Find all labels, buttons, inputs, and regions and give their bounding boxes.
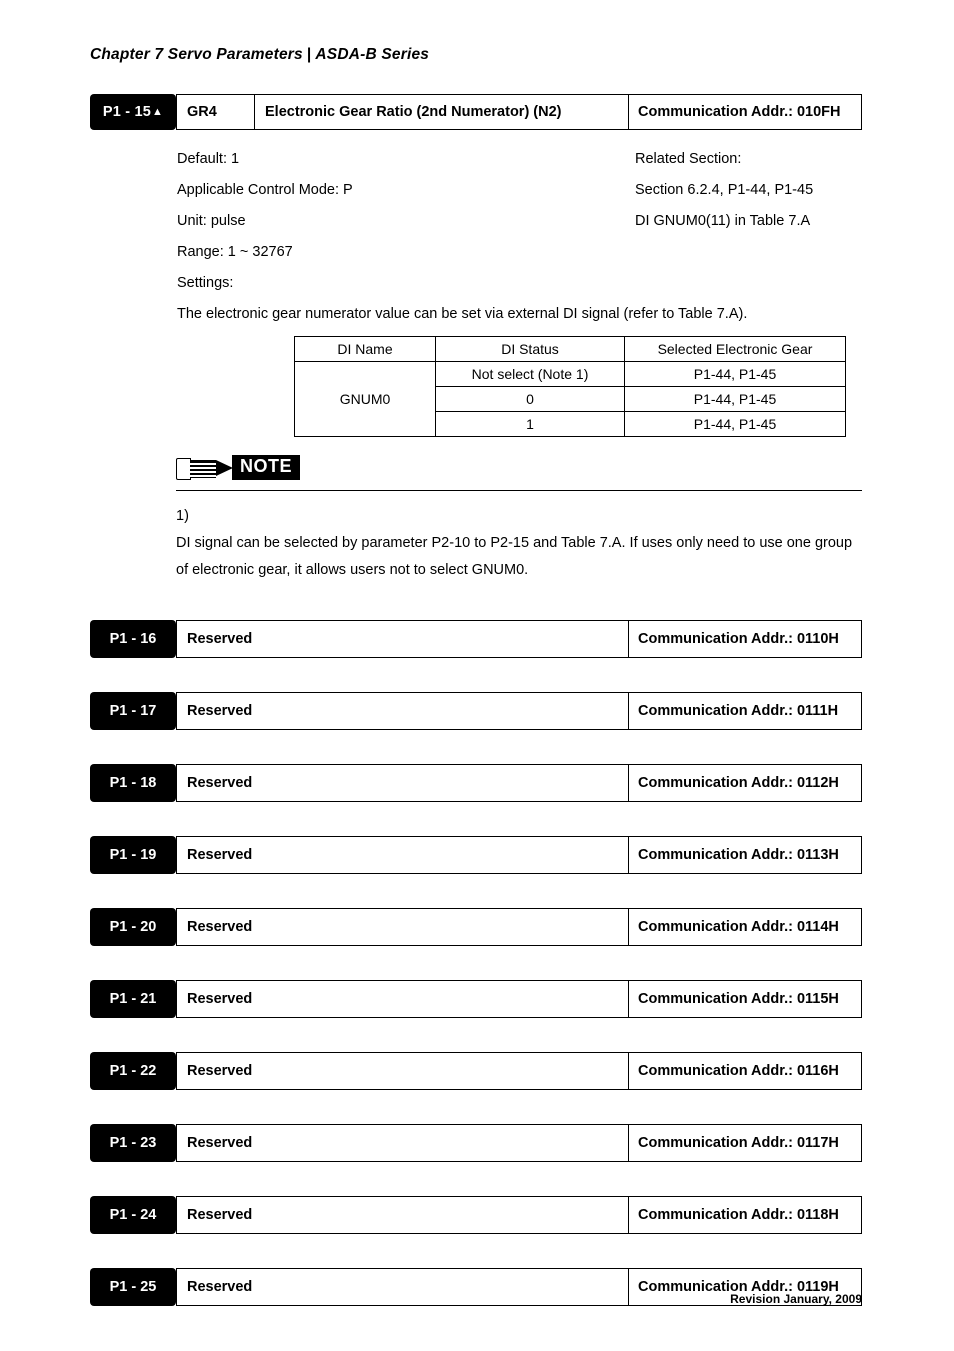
page-header — [90, 46, 429, 64]
reserved-tag: P1 - 21 — [90, 980, 176, 1018]
settings-label: Settings: — [177, 275, 234, 291]
reserved-parameters-list — [90, 620, 862, 1306]
reserved-tag: P1 - 16 — [90, 620, 176, 658]
reserved-name: Reserved — [177, 765, 629, 801]
reserved-row — [90, 1052, 862, 1090]
di-table-header-status: DI Status — [436, 337, 625, 362]
reserved-comm-addr: Communication Addr.: 0113H — [638, 847, 839, 863]
reserved-tag: P1 - 22 — [90, 1052, 176, 1090]
pencil-icon — [176, 456, 234, 480]
di-table-gear: P1-44, P1-45 — [625, 362, 846, 387]
page-content — [90, 94, 862, 1340]
reserved-row — [90, 620, 862, 658]
reserved-comm-addr: Communication Addr.: 0110H — [638, 631, 839, 647]
di-table-di-name: GNUM0 — [295, 362, 436, 437]
reserved-row — [90, 764, 862, 802]
reserved-box — [176, 980, 862, 1018]
note-item-number: 1) — [176, 508, 189, 524]
note-label: NOTE — [232, 455, 300, 480]
reserved-row — [90, 1196, 862, 1234]
parameter-header-row — [90, 94, 862, 130]
reserved-box — [176, 764, 862, 802]
reserved-box — [176, 836, 862, 874]
di-table-status: 0 — [436, 387, 625, 412]
reserved-box — [176, 908, 862, 946]
detail-related-section-value: Section 6.2.4, P1-44, P1-45 — [635, 182, 814, 198]
detail-related-section-label: Related Section: — [635, 151, 742, 167]
header-chapter: Chapter 7 Servo Parameters — [90, 46, 303, 63]
reserved-comm-addr: Communication Addr.: 0115H — [638, 991, 839, 1007]
reserved-name: Reserved — [177, 693, 629, 729]
detail-default: Default: 1 — [177, 151, 240, 167]
detail-empty — [635, 237, 862, 268]
detail-line — [176, 175, 862, 206]
reserved-name: Reserved — [177, 1125, 629, 1161]
parameter-title-box — [176, 94, 862, 130]
reserved-box — [176, 1052, 862, 1090]
reserved-comm-addr: Communication Addr.: 0111H — [638, 703, 839, 719]
di-table-status: 1 — [436, 412, 625, 437]
detail-line — [176, 237, 862, 268]
reserved-comm-addr: Communication Addr.: 0112H — [638, 775, 839, 791]
reserved-name: Reserved — [177, 1269, 629, 1305]
di-table-header-name: DI Name — [295, 337, 436, 362]
triangle-icon: ▲ — [152, 105, 164, 118]
reserved-tag: P1 - 24 — [90, 1196, 176, 1234]
table-header-row — [295, 337, 846, 362]
detail-unit: Unit: pulse — [177, 213, 246, 229]
reserved-box — [176, 1124, 862, 1162]
note-body — [176, 503, 862, 584]
reserved-comm-addr: Communication Addr.: 0118H — [638, 1207, 839, 1223]
reserved-name: Reserved — [177, 1197, 629, 1233]
reserved-comm-addr: Communication Addr.: 0117H — [638, 1135, 839, 1151]
reserved-tag: P1 - 20 — [90, 908, 176, 946]
reserved-row — [90, 908, 862, 946]
reserved-tag: P1 - 23 — [90, 1124, 176, 1162]
di-table-gear: P1-44, P1-45 — [625, 387, 846, 412]
footer-revision: Revision January, 2009 — [730, 1292, 862, 1306]
parameter-comm-addr: Communication Addr.: 010FH — [638, 104, 841, 120]
header-series: ASDA-B Series — [315, 46, 430, 63]
reserved-name: Reserved — [177, 1053, 629, 1089]
reserved-box — [176, 620, 862, 658]
reserved-comm-addr: Communication Addr.: 0114H — [638, 919, 839, 935]
reserved-row — [90, 1124, 862, 1162]
reserved-tag: P1 - 25 — [90, 1268, 176, 1306]
reserved-comm-addr: Communication Addr.: 0116H — [638, 1063, 839, 1079]
note-divider — [176, 490, 862, 491]
detail-range: Range: 1 ~ 32767 — [177, 244, 293, 260]
note-header — [176, 455, 862, 493]
reserved-box — [176, 692, 862, 730]
reserved-box — [176, 1196, 862, 1234]
detail-control-mode: Applicable Control Mode: P — [177, 182, 353, 198]
parameter-name: Electronic Gear Ratio (2nd Numerator) (N2) — [255, 95, 629, 129]
reserved-comm-addr: Communication Addr.: 0119H — [638, 1279, 839, 1295]
di-table — [294, 336, 846, 437]
parameter-group: GR4 — [177, 95, 255, 129]
detail-line — [176, 206, 862, 237]
note-item-text: DI signal can be selected by parameter P2-10 to P2-15 and Table 7.A. If uses only need to use one group of electronic gear, it allows users not to select GNUM0. — [176, 535, 853, 578]
reserved-row — [90, 980, 862, 1018]
reserved-tag: P1 - 18 — [90, 764, 176, 802]
reserved-name: Reserved — [177, 621, 629, 657]
detail-line — [176, 144, 862, 175]
detail-related-di: DI GNUM0(11) in Table 7.A — [635, 213, 811, 229]
footer-page-number: 7-30 — [92, 1288, 121, 1304]
parameter-details — [90, 144, 862, 437]
reserved-tag: P1 - 19 — [90, 836, 176, 874]
table-row — [295, 362, 846, 387]
reserved-name: Reserved — [177, 909, 629, 945]
reserved-tag: P1 - 17 — [90, 692, 176, 730]
parameter-tag-label: P1 - 15 — [102, 104, 152, 120]
parameter-tag — [90, 94, 176, 130]
reserved-row — [90, 692, 862, 730]
di-table-header-gear: Selected Electronic Gear — [625, 337, 846, 362]
di-table-gear: P1-44, P1-45 — [625, 412, 846, 437]
reserved-name: Reserved — [177, 837, 629, 873]
di-table-status: Not select (Note 1) — [436, 362, 625, 387]
reserved-name: Reserved — [177, 981, 629, 1017]
settings-description: The electronic gear numerator value can be set via external DI signal (refer to Table 7.A). — [177, 306, 748, 322]
note-head — [176, 455, 306, 480]
header-separator: | — [306, 46, 312, 63]
reserved-row — [90, 836, 862, 874]
